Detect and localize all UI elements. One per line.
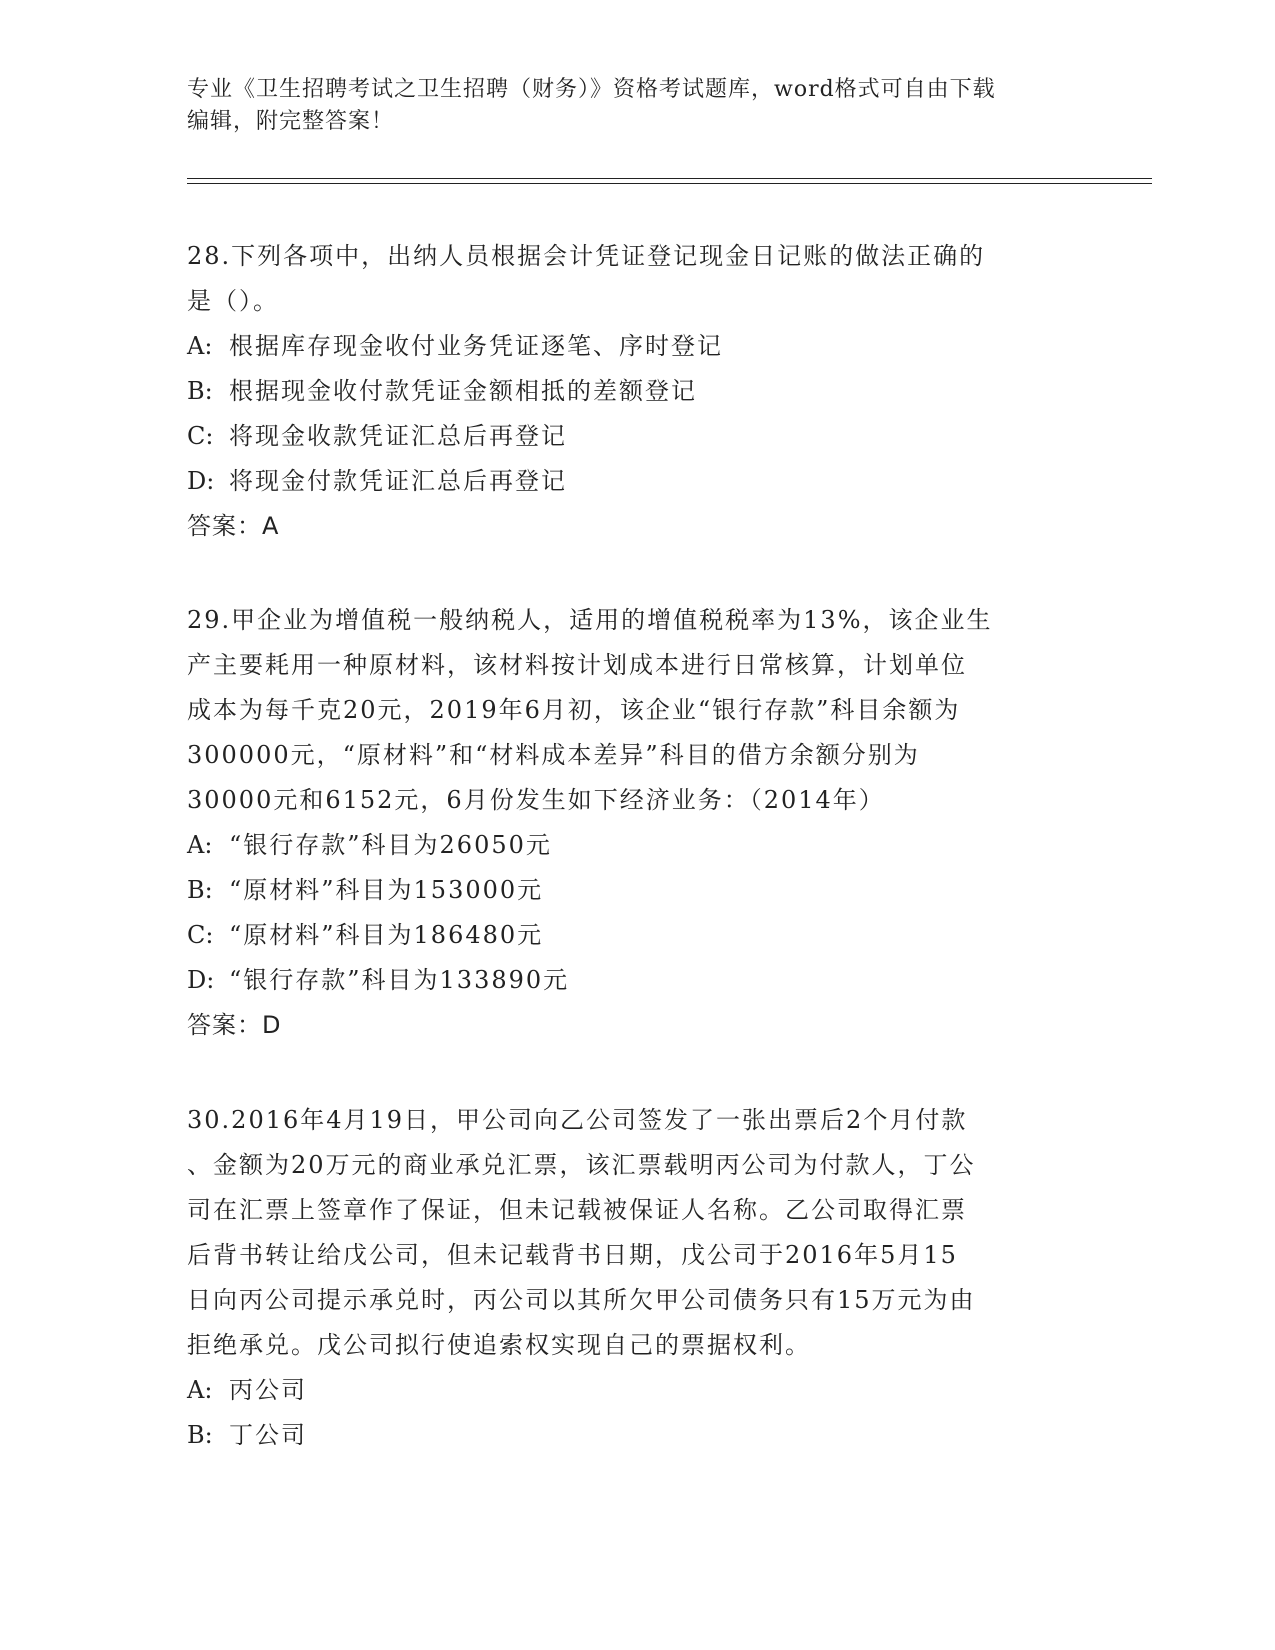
option-a — [187, 324, 1087, 369]
option-text: “原材料”科目为186480元 — [229, 921, 544, 949]
option-a — [187, 1368, 1087, 1413]
option-c — [187, 913, 1087, 958]
question-stem-line: 、金额为20万元的商业承兑汇票，该汇票载明丙公司为付款人，丁公 — [187, 1151, 976, 1179]
option-key: B: — [187, 1421, 213, 1449]
option-text: “银行存款”科目为133890元 — [229, 966, 570, 994]
option-d — [187, 459, 1087, 504]
option-text: 将现金付款凭证汇总后再登记 — [229, 467, 567, 495]
document-header — [187, 74, 1067, 138]
question-stem-line: 日向丙公司提示承兑时，丙公司以其所欠甲公司债务只有15万元为由 — [187, 1286, 976, 1314]
question-stem-line: 司在汇票上签章作了保证，但未记载被保证人名称。乙公司取得汇票 — [187, 1196, 967, 1224]
option-text: 丁公司 — [229, 1421, 307, 1449]
option-text: 根据库存现金收付业务凭证逐笔、序时登记 — [229, 332, 723, 360]
option-key: D: — [187, 467, 215, 495]
question-30 — [187, 1098, 1087, 1458]
header-line: 编辑，附完整答案！ — [187, 109, 395, 134]
question-stem-line: 29.甲企业为增值税一般纳税人，适用的增值税税率为13%，该企业生 — [187, 606, 993, 634]
question-stem-line: 28.下列各项中，出纳人员根据会计凭证登记现金日记账的做法正确的 — [187, 242, 986, 270]
option-text: 根据现金收付款凭证金额相抵的差额登记 — [229, 377, 697, 405]
question-stem-line: 后背书转让给戊公司，但未记载背书日期，戊公司于2016年5月15 — [187, 1241, 958, 1269]
option-text: “原材料”科目为153000元 — [229, 876, 544, 904]
option-key: B: — [187, 377, 213, 405]
question-stem-line: 成本为每千克20元，2019年6月初，该企业“银行存款”科目余额为 — [187, 696, 961, 724]
option-c — [187, 414, 1087, 459]
option-key: C: — [187, 422, 214, 450]
option-b — [187, 1413, 1087, 1458]
option-text: 丙公司 — [229, 1376, 307, 1404]
question-stem-line: 产主要耗用一种原材料，该材料按计划成本进行日常核算，计划单位 — [187, 651, 967, 679]
option-b — [187, 868, 1087, 913]
option-key: B: — [187, 876, 213, 904]
option-key: A: — [187, 332, 213, 360]
header-line: 专业《卫生招聘考试之卫生招聘（财务）》资格考试题库，word格式可自由下载 — [187, 77, 996, 102]
option-b — [187, 369, 1087, 414]
header-divider — [187, 178, 1152, 179]
answer-label: 答案：D — [187, 1011, 282, 1039]
question-28 — [187, 234, 1087, 549]
option-key: A: — [187, 1376, 213, 1404]
option-key: A: — [187, 831, 213, 859]
option-key: D: — [187, 966, 215, 994]
question-stem-line: 30.2016年4月19日，甲公司向乙公司签发了一张出票后2个月付款 — [187, 1106, 968, 1134]
answer-label: 答案：A — [187, 512, 280, 540]
option-text: “银行存款”科目为26050元 — [229, 831, 552, 859]
question-stem-line: 是（）。 — [187, 287, 279, 315]
question-29 — [187, 598, 1087, 1048]
header-divider — [187, 183, 1152, 184]
option-key: C: — [187, 921, 214, 949]
option-text: 将现金收款凭证汇总后再登记 — [229, 422, 567, 450]
option-a — [187, 823, 1087, 868]
question-stem-line: 300000元，“原材料”和“材料成本差异”科目的借方余额分别为 — [187, 741, 920, 769]
option-d — [187, 958, 1087, 1003]
question-stem-line: 拒绝承兑。戊公司拟行使追索权实现自己的票据权利。 — [187, 1331, 811, 1359]
question-stem-line: 30000元和6152元，6月份发生如下经济业务：（2014年） — [187, 786, 885, 814]
